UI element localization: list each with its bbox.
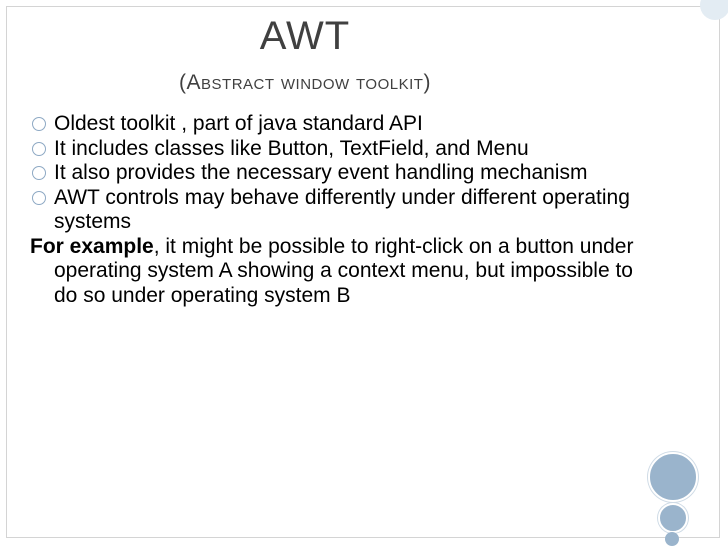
bullet-circle-icon — [32, 166, 46, 180]
slide-title: AWT — [259, 14, 351, 58]
bullet-circle-icon — [32, 142, 46, 156]
example-lead: For example — [30, 234, 154, 258]
bullet-text: AWT controls may behave differently under different operating systems — [54, 185, 630, 233]
decorative-circle-small — [665, 532, 679, 546]
slide-body — [30, 112, 650, 308]
bullet-text: It also provides the necessary event handling mechanism — [54, 161, 588, 184]
bullet-text: It includes classes like Button, TextField, and Menu — [54, 136, 529, 160]
bullet-circle-icon — [32, 117, 46, 131]
bullet-item — [30, 186, 650, 235]
bullet-item — [30, 161, 650, 186]
decorative-circle-medium — [658, 503, 688, 533]
bullet-item — [30, 112, 650, 137]
example-paragraph — [30, 235, 650, 309]
example-text: , it might be possible to right-click on a button under operating system A showing a context menu, but impossible to do so under operating system B — [54, 234, 634, 307]
bullet-circle-icon — [32, 191, 46, 205]
decorative-circle-large — [648, 452, 698, 502]
slide-subtitle: (Abstract window toolkit) — [179, 71, 431, 94]
bullet-item — [30, 137, 650, 162]
bullet-text: Oldest toolkit , part of java standard API — [54, 112, 423, 135]
